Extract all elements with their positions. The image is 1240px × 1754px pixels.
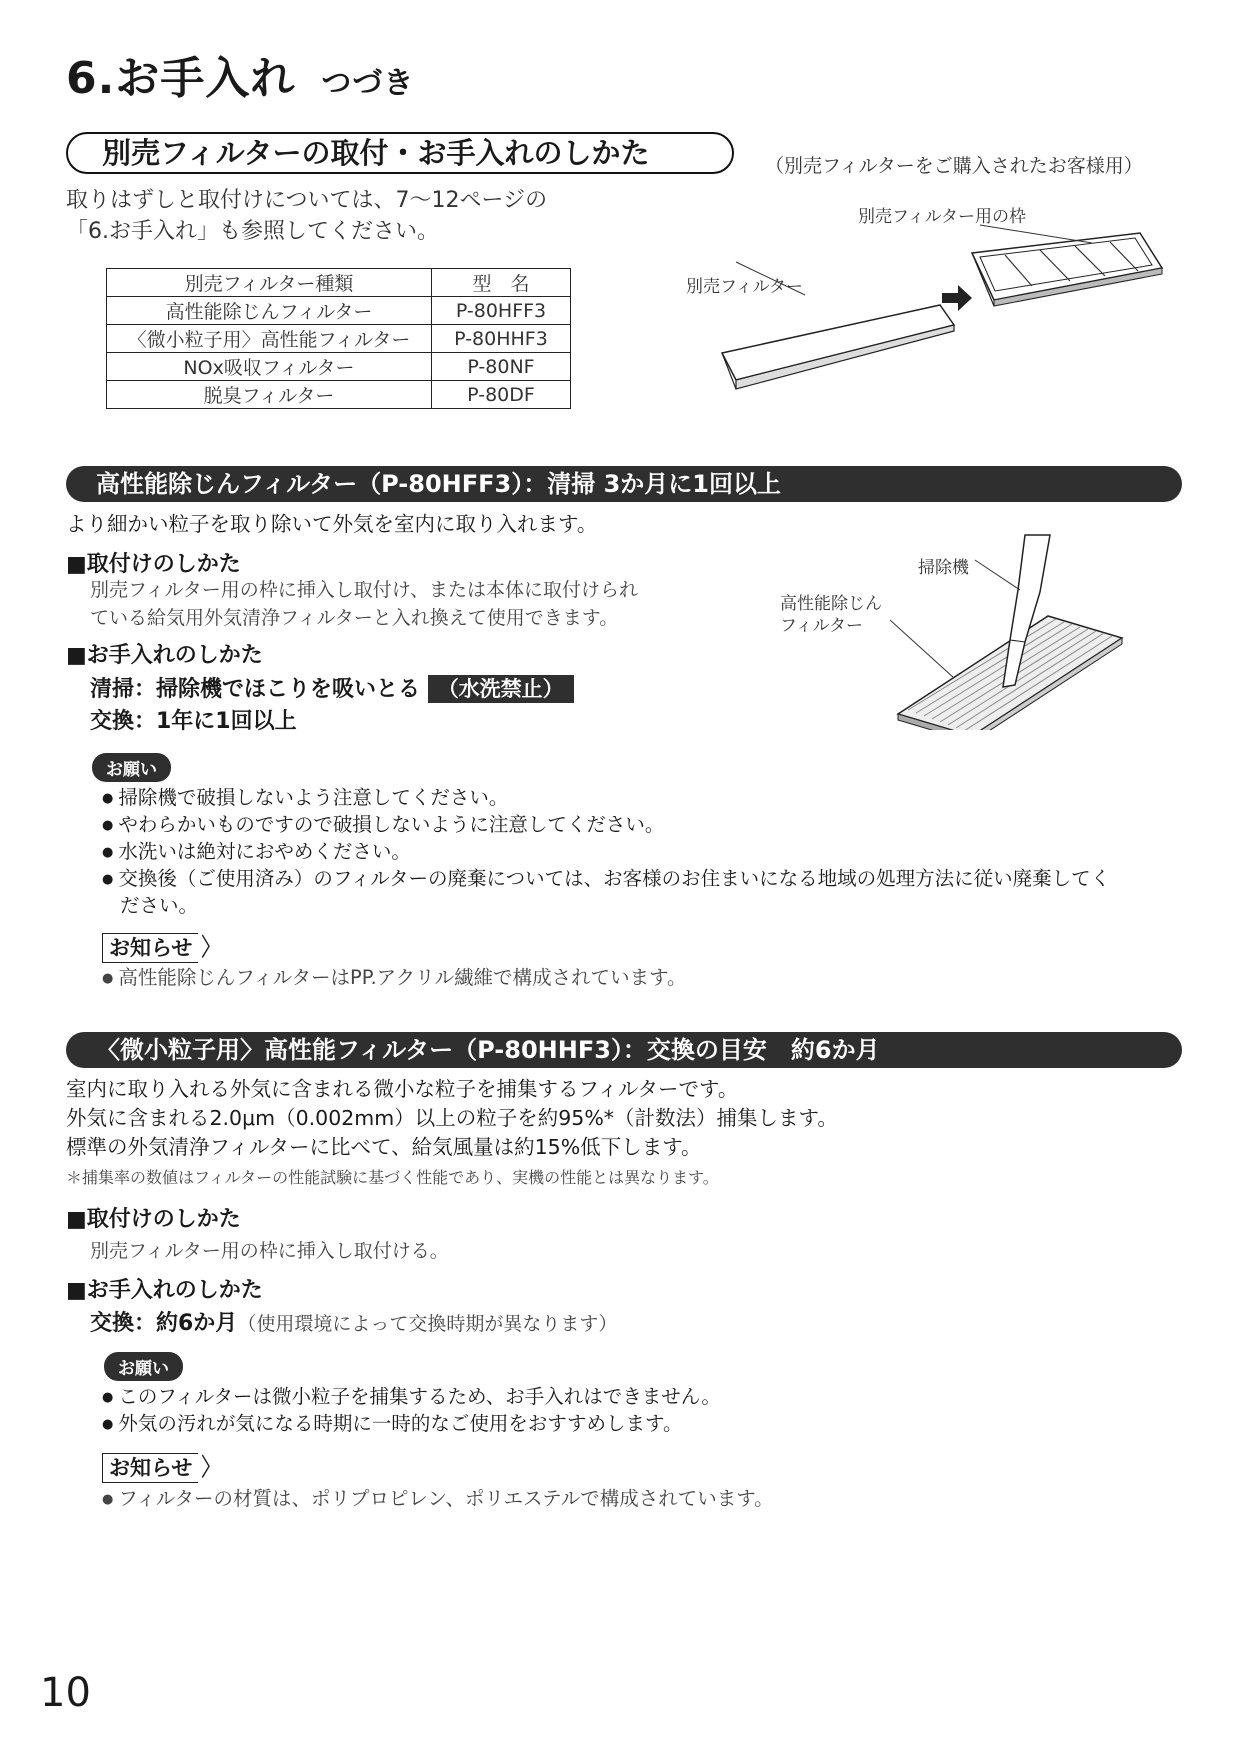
care-heading: ■お手入れのしかた <box>66 643 263 668</box>
table-header-row: 別売フィルター種類 型 名 <box>107 269 571 297</box>
request-list <box>102 1384 721 1438</box>
section-title-optional-filters: 別売フィルターの取付・お手入れのしかた <box>66 132 734 174</box>
care-heading: ■お手入れのしかた <box>66 1278 263 1303</box>
care-replace-line: 交換：約6か月（使用環境によって交換時期が異なります） <box>90 1311 618 1336</box>
list-item: ● やわらかいものですので破損しないように注意してください。 <box>102 812 1110 839</box>
no-water-badge: （水洗禁止） <box>428 675 574 703</box>
install-heading: ■取付けのしかた <box>66 1207 241 1232</box>
label-filter-hff: 高性能除じん フィルター <box>780 594 882 636</box>
install-heading: ■取付けのしかた <box>66 552 241 577</box>
notice-list <box>102 965 687 992</box>
notice-label: お知らせ 〉 <box>102 927 222 963</box>
footnote: ＊捕集率の数値はフィルターの性能試験に基づく性能であり、実機の性能とは異なります。 <box>66 1168 719 1187</box>
label-optional-filter: 別売フィルター <box>686 277 803 297</box>
install-text: 別売フィルター用の枠に挿入し取付ける。 <box>90 1240 449 1262</box>
table-row: 高性能除じんフィルター P-80HFF3 <box>107 297 571 325</box>
filter-model-table <box>106 268 571 409</box>
request-list <box>102 785 1110 920</box>
list-item: ● 水洗いは絶対におやめください。 <box>102 839 1110 866</box>
request-badge: お願い <box>104 1352 183 1381</box>
list-item: ● 高性能除じんフィルターはPP.アクリル繊維で構成されています。 <box>102 965 687 992</box>
section-intro: 取りはずしと取付けについては、7〜12ページの 「6.お手入れ」も参照してください。 <box>66 188 548 244</box>
section-bar-hhf3: 〈微小粒子用〉高性能フィルター（P-80HHF3）：交換の目安 約6か月 <box>66 1032 1182 1068</box>
section-note: （別売フィルターをご購入されたお客様用） <box>765 155 1143 177</box>
list-item: ● 掃除機で破損しないよう注意してください。 <box>102 785 1110 812</box>
table-row: 脱臭フィルター P-80DF <box>107 381 571 409</box>
label-vacuum: 掃除機 <box>918 558 969 578</box>
section-bar-hff3: 高性能除じんフィルター（P-80HFF3）：清掃 3か月に1回以上 <box>66 466 1182 502</box>
list-item: ● フィルターの材質は、ポリプロピレン、ポリエステルで構成されています。 <box>102 1486 774 1513</box>
label-filter-frame: 別売フィルター用の枠 <box>858 207 1026 227</box>
notice-list <box>102 1486 774 1513</box>
section-intro: 室内に取り入れる外気に含まれる微小な粒子を捕集するフィルターです。 外気に含まれる2.0μm（0.002mm）以上の粒子を約95%*（計数法）捕集します。 標準の外気清浄フィルターに比べて、給気風量は約15%低下します。 <box>66 1077 838 1159</box>
care-replace-line: 交換：1年に1回以上 <box>90 709 297 734</box>
care-cleaning-line: 清掃：掃除機でほこりを吸いとる （水洗禁止） <box>90 672 574 703</box>
list-item: ● このフィルターは微小粒子を捕集するため、お手入れはできません。 <box>102 1384 721 1411</box>
table-row: 〈微小粒子用〉高性能フィルター P-80HHF3 <box>107 325 571 353</box>
list-item: ● 外気の汚れが気になる時期に一時的なご使用をおすすめします。 <box>102 1411 721 1438</box>
page-number: 10 <box>40 1670 91 1716</box>
page-title: 6.お手入れ つづき <box>66 53 415 104</box>
install-text: 別売フィルター用の枠に挿入し取付け、または本体に取付けられ ている給気用外気清浄フィルターと入れ換えて使用できます。 <box>90 579 638 629</box>
filter-frame-illustration <box>680 195 1200 435</box>
request-badge: お願い <box>92 753 171 782</box>
section-intro: より細かい粒子を取り除いて外気を室内に取り入れます。 <box>66 512 598 536</box>
list-item: ださい。 <box>120 894 199 917</box>
notice-label: お知らせ 〉 <box>102 1447 222 1483</box>
list-item: ● 交換後（ご使用済み）のフィルターの廃棄については、お客様のお住まいになる地域の処理方法に従い廃棄してく <box>102 866 1110 893</box>
table-row: NOx吸収フィルター P-80NF <box>107 353 571 381</box>
page-subtitle: つづき <box>321 66 415 101</box>
